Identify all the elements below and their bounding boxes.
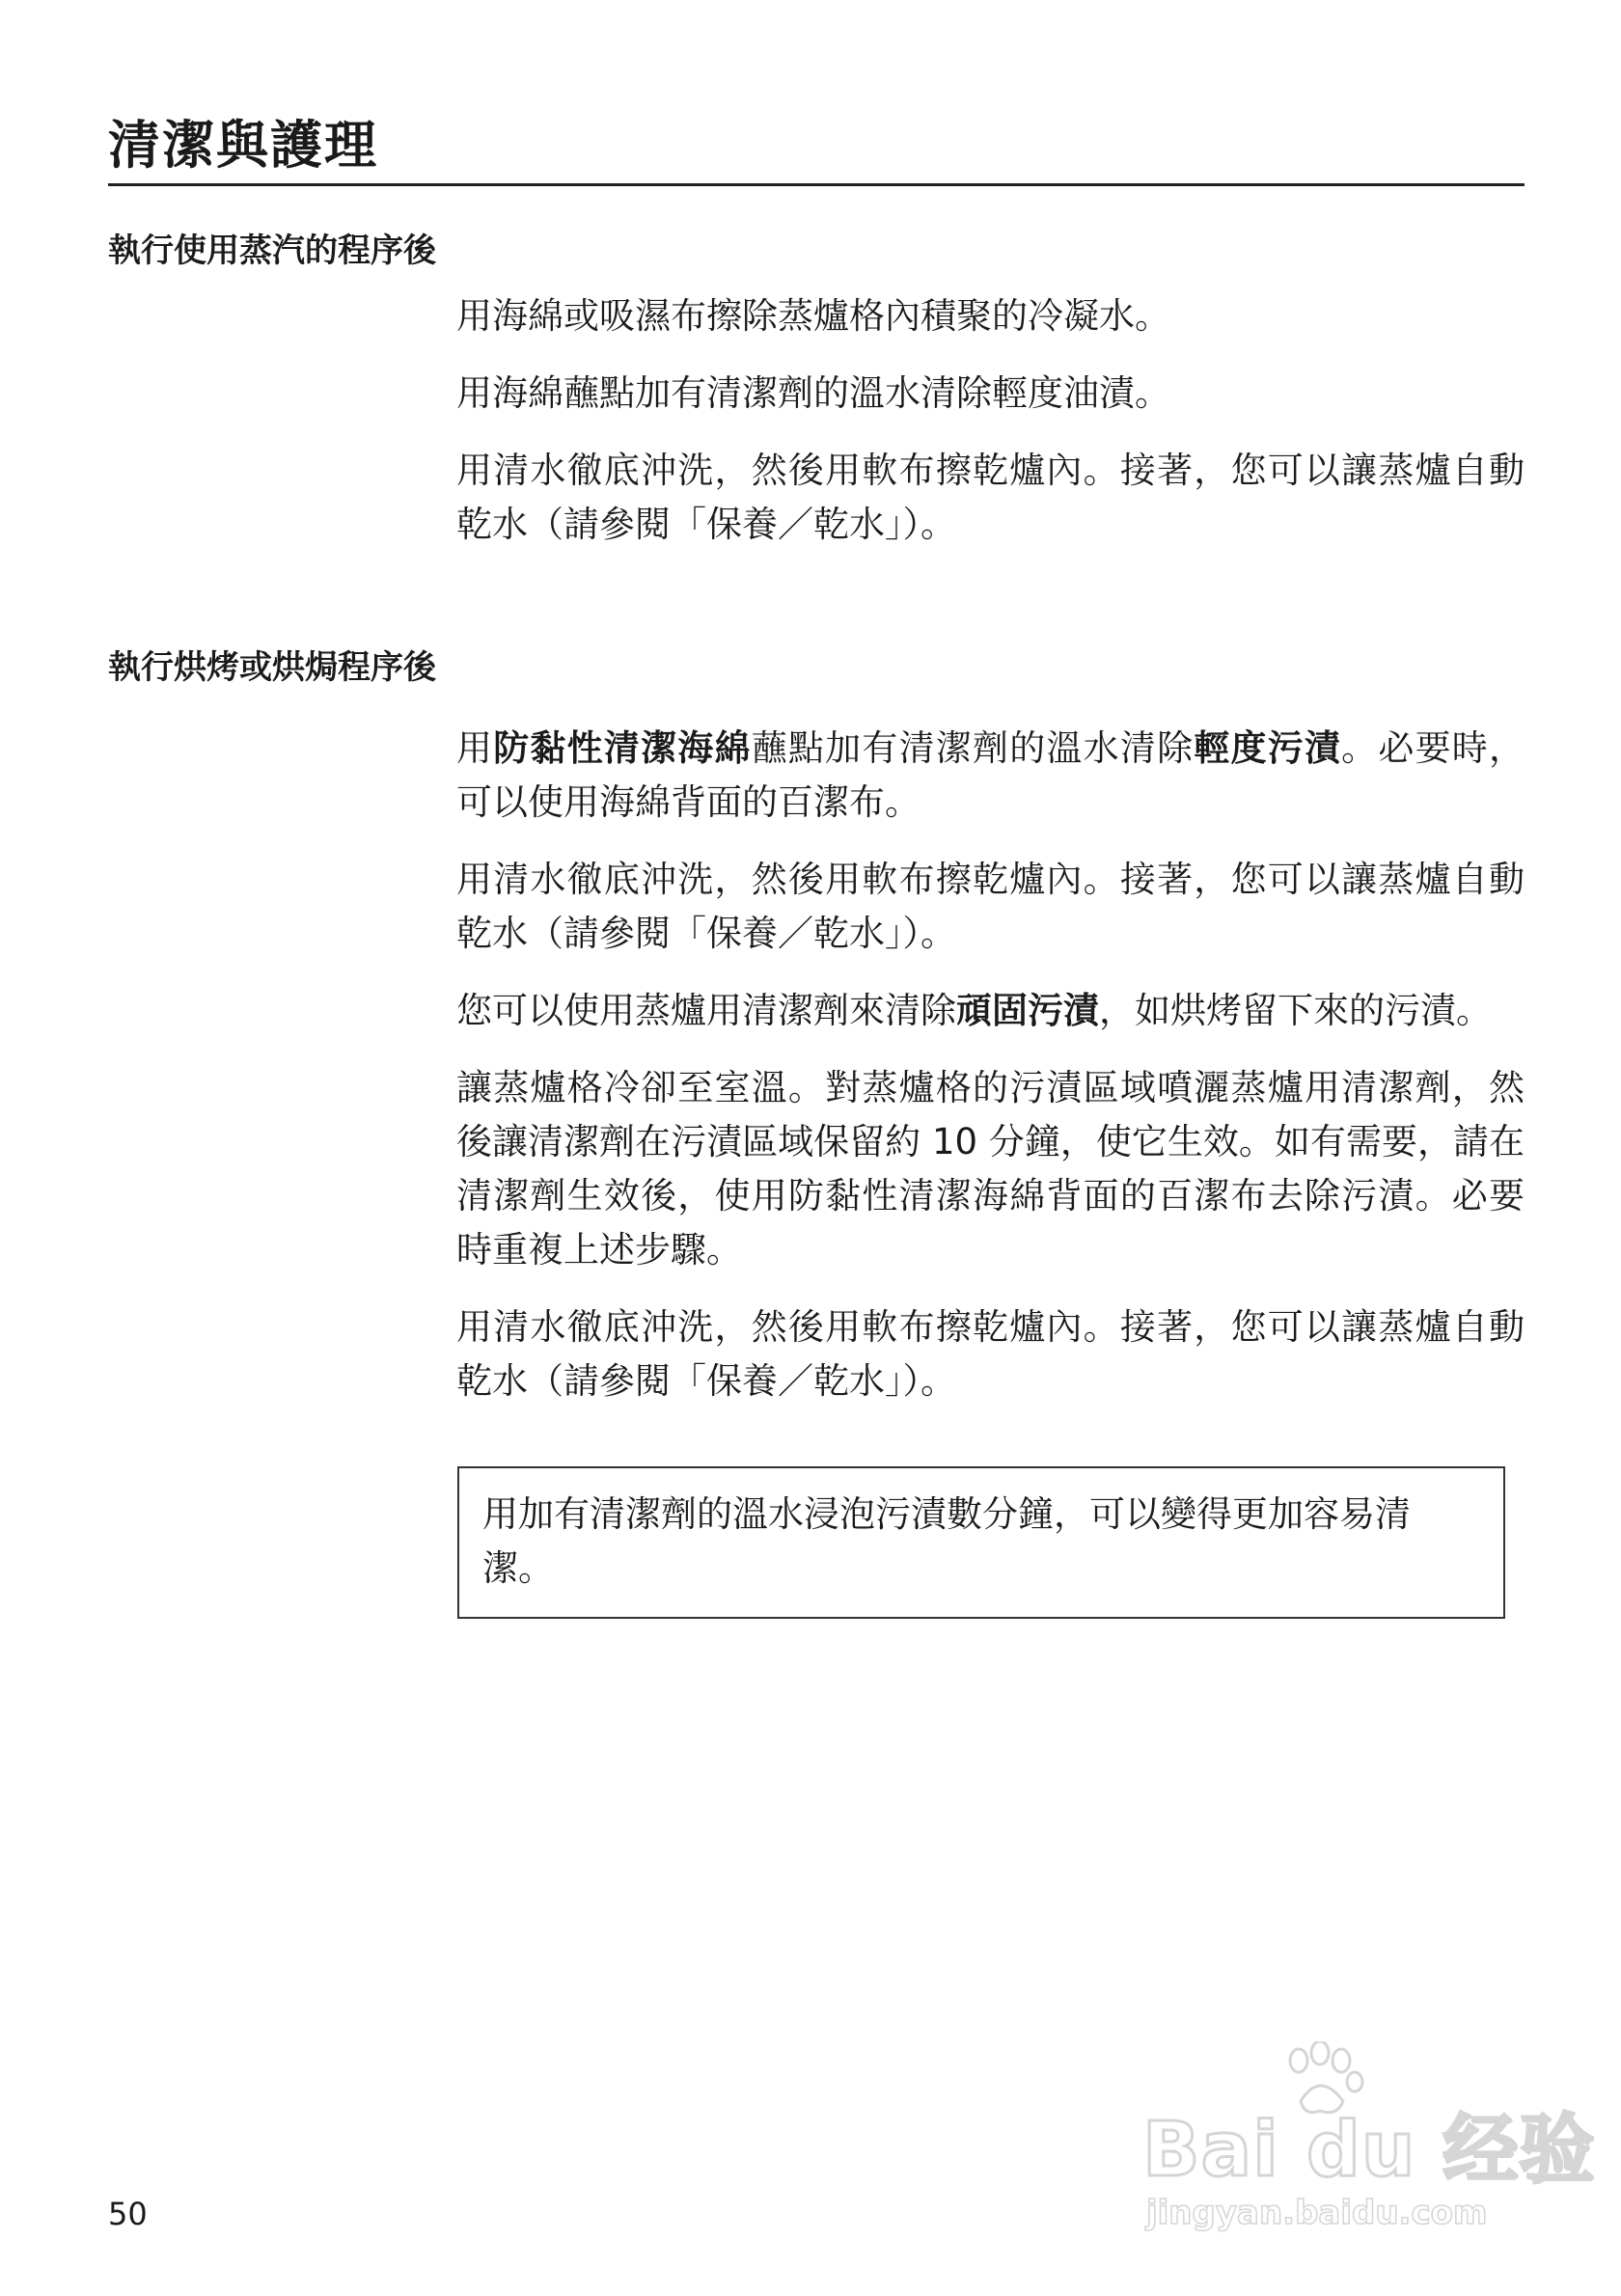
page-title: 清潔與護理 bbox=[108, 115, 378, 176]
bake-paragraph-5: 用清水徹底沖洗，然後用軟布擦乾爐內。接著，您可以讓蒸爐自動乾水（請參閱「保養／乾水」）。 bbox=[456, 1306, 1525, 1402]
bake-p3-text-1: 您可以使用蒸爐用清潔劑來清除 bbox=[456, 990, 956, 1031]
steam-section-body bbox=[456, 289, 1525, 552]
baidu-watermark bbox=[1135, 2022, 1596, 2244]
bake-p1-text-3: 。必要時，可以使用海綿背面的百潔布。 bbox=[456, 727, 1525, 823]
bake-p1-bold-sponge: 防黏性清潔海綿 bbox=[493, 727, 752, 769]
bake-paragraph-4: 讓蒸爐格冷卻至室溫。對蒸爐格的污漬區域噴灑蒸爐用清潔劑，然後讓清潔劑在污漬區域保留約 10 分鐘，使它生效。如有需要，請在清潔劑生效後，使用防黏性清潔海綿背面的百潔布去除污漬。必要時重複上述步驟。 bbox=[456, 1067, 1525, 1271]
bake-section-body bbox=[456, 722, 1525, 1408]
title-divider bbox=[108, 183, 1525, 186]
page-number: 50 bbox=[108, 2196, 148, 2232]
tip-text: 用加有清潔劑的溫水浸泡污漬數分鐘，可以變得更加容易清潔。 bbox=[482, 1493, 1411, 1589]
steam-paragraph-3: 用清水徹底沖洗，然後用軟布擦乾爐內。接著，您可以讓蒸爐自動乾水（請參閱「保養／乾水」）。 bbox=[456, 450, 1525, 545]
steam-section-heading: 執行使用蒸汽的程序後 bbox=[108, 232, 436, 270]
bake-p1-bold-light-stain: 輕度污漬 bbox=[1194, 727, 1342, 769]
tip-box bbox=[457, 1466, 1505, 1619]
bake-p3-bold-stubborn-stain: 頑固污漬 bbox=[956, 990, 1099, 1031]
bake-p1-text-2: 蘸點加有清潔劑的溫水清除 bbox=[751, 727, 1195, 769]
bake-p3-text-2: ，如烘烤留下來的污漬。 bbox=[1099, 990, 1492, 1031]
bake-section-heading: 執行烘烤或烘焗程序後 bbox=[108, 648, 436, 687]
steam-paragraph-2: 用海綿蘸點加有清潔劑的溫水清除輕度油漬。 bbox=[456, 372, 1170, 414]
bake-paragraph-3 bbox=[456, 984, 1525, 1038]
bake-paragraph-1 bbox=[456, 722, 1525, 830]
watermark-logo: Bai du 经验 bbox=[1142, 2107, 1596, 2194]
bake-p1-text-1: 用 bbox=[456, 727, 494, 769]
bake-paragraph-2: 用清水徹底沖洗，然後用軟布擦乾爐內。接著，您可以讓蒸爐自動乾水（請參閱「保養／乾水」）。 bbox=[456, 859, 1525, 954]
watermark-url: jingyan.baidu.com bbox=[1146, 2194, 1488, 2232]
steam-paragraph-1: 用海綿或吸濕布擦除蒸爐格內積聚的冷凝水。 bbox=[456, 295, 1170, 337]
